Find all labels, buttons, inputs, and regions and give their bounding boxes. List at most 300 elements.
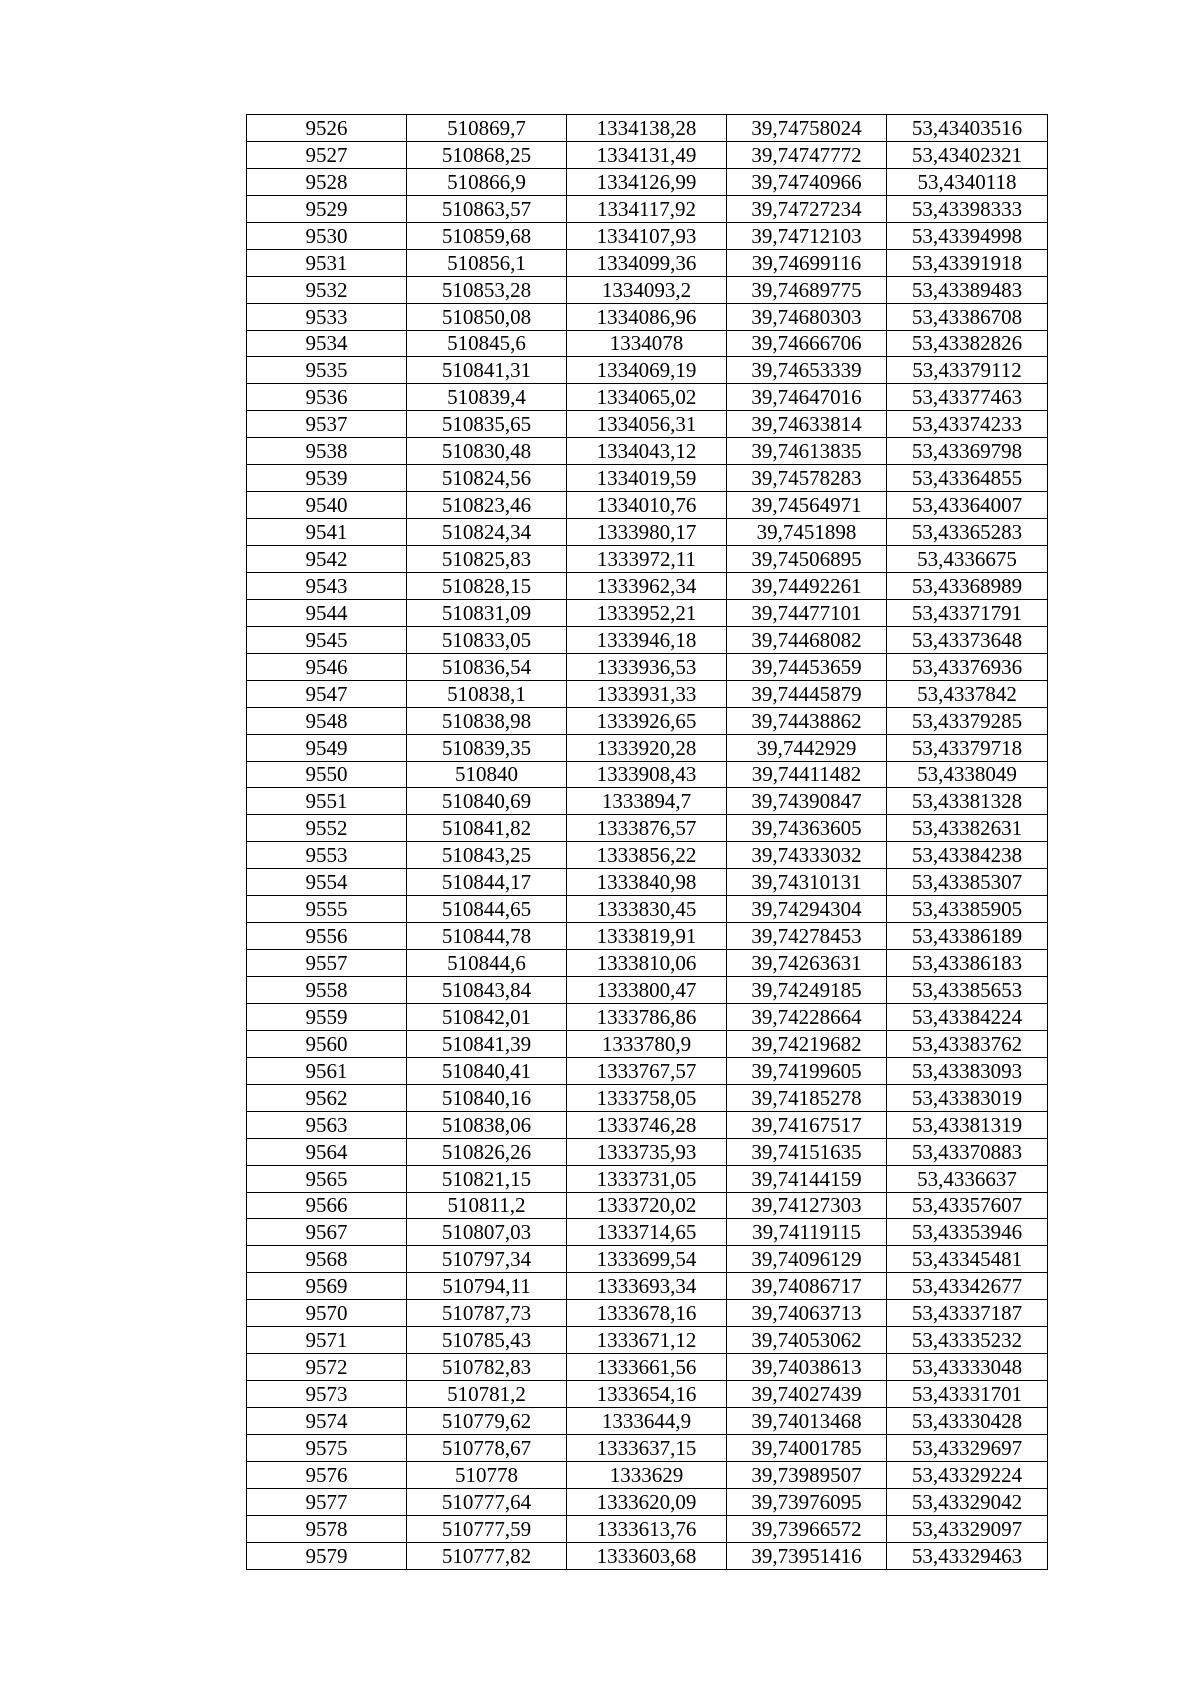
y-coordinate-cell: 1333699,54 xyxy=(567,1246,727,1273)
latitude-cell: 53,43329097 xyxy=(887,1515,1048,1542)
point-number-cell: 9551 xyxy=(247,788,407,815)
latitude-cell: 53,43383019 xyxy=(887,1084,1048,1111)
x-coordinate-cell: 510840,69 xyxy=(407,788,567,815)
table-row xyxy=(247,1057,1048,1084)
latitude-cell: 53,43386183 xyxy=(887,950,1048,977)
y-coordinate-cell: 1334107,93 xyxy=(567,222,727,249)
x-coordinate-cell: 510859,68 xyxy=(407,222,567,249)
longitude-cell: 39,74310131 xyxy=(727,869,887,896)
longitude-cell: 39,74506895 xyxy=(727,546,887,573)
y-coordinate-cell: 1334099,36 xyxy=(567,249,727,276)
y-coordinate-cell: 1333693,34 xyxy=(567,1273,727,1300)
latitude-cell: 53,43333048 xyxy=(887,1354,1048,1381)
latitude-cell: 53,43386189 xyxy=(887,923,1048,950)
y-coordinate-cell: 1333931,33 xyxy=(567,680,727,707)
x-coordinate-cell: 510844,17 xyxy=(407,869,567,896)
latitude-cell: 53,43373648 xyxy=(887,626,1048,653)
point-number-cell: 9556 xyxy=(247,923,407,950)
table-row xyxy=(247,1003,1048,1030)
latitude-cell: 53,43381328 xyxy=(887,788,1048,815)
latitude-cell: 53,4336675 xyxy=(887,546,1048,573)
latitude-cell: 53,43329042 xyxy=(887,1488,1048,1515)
table-row xyxy=(247,357,1048,384)
point-number-cell: 9547 xyxy=(247,680,407,707)
longitude-cell: 39,74263631 xyxy=(727,950,887,977)
table-row xyxy=(247,1300,1048,1327)
point-number-cell: 9563 xyxy=(247,1111,407,1138)
x-coordinate-cell: 510777,64 xyxy=(407,1488,567,1515)
point-number-cell: 9542 xyxy=(247,546,407,573)
latitude-cell: 53,43384238 xyxy=(887,842,1048,869)
point-number-cell: 9574 xyxy=(247,1408,407,1435)
latitude-cell: 53,43330428 xyxy=(887,1408,1048,1435)
x-coordinate-cell: 510843,84 xyxy=(407,977,567,1004)
point-number-cell: 9553 xyxy=(247,842,407,869)
point-number-cell: 9552 xyxy=(247,815,407,842)
longitude-cell: 39,7442929 xyxy=(727,734,887,761)
table-row xyxy=(247,168,1048,195)
longitude-cell: 39,73989507 xyxy=(727,1461,887,1488)
longitude-cell: 39,74747772 xyxy=(727,141,887,168)
point-number-cell: 9566 xyxy=(247,1192,407,1219)
y-coordinate-cell: 1333952,21 xyxy=(567,599,727,626)
y-coordinate-cell: 1333720,02 xyxy=(567,1192,727,1219)
y-coordinate-cell: 1334069,19 xyxy=(567,357,727,384)
x-coordinate-cell: 510778,67 xyxy=(407,1434,567,1461)
point-number-cell: 9544 xyxy=(247,599,407,626)
latitude-cell: 53,43383093 xyxy=(887,1057,1048,1084)
table-row xyxy=(247,1408,1048,1435)
table-row xyxy=(247,1354,1048,1381)
point-number-cell: 9570 xyxy=(247,1300,407,1327)
latitude-cell: 53,43371791 xyxy=(887,599,1048,626)
point-number-cell: 9541 xyxy=(247,519,407,546)
longitude-cell: 39,74086717 xyxy=(727,1273,887,1300)
latitude-cell: 53,43381319 xyxy=(887,1111,1048,1138)
longitude-cell: 39,74564971 xyxy=(727,492,887,519)
x-coordinate-cell: 510839,4 xyxy=(407,384,567,411)
y-coordinate-cell: 1333876,57 xyxy=(567,815,727,842)
point-number-cell: 9554 xyxy=(247,869,407,896)
longitude-cell: 39,74578283 xyxy=(727,465,887,492)
longitude-cell: 39,74144159 xyxy=(727,1165,887,1192)
coordinates-table-body xyxy=(247,115,1048,1570)
point-number-cell: 9534 xyxy=(247,330,407,357)
x-coordinate-cell: 510781,2 xyxy=(407,1381,567,1408)
y-coordinate-cell: 1333819,91 xyxy=(567,923,727,950)
x-coordinate-cell: 510807,03 xyxy=(407,1219,567,1246)
point-number-cell: 9562 xyxy=(247,1084,407,1111)
table-row xyxy=(247,1515,1048,1542)
point-number-cell: 9543 xyxy=(247,572,407,599)
x-coordinate-cell: 510779,62 xyxy=(407,1408,567,1435)
table-row xyxy=(247,734,1048,761)
point-number-cell: 9560 xyxy=(247,1030,407,1057)
point-number-cell: 9568 xyxy=(247,1246,407,1273)
y-coordinate-cell: 1333920,28 xyxy=(567,734,727,761)
table-row xyxy=(247,815,1048,842)
point-number-cell: 9529 xyxy=(247,195,407,222)
point-number-cell: 9537 xyxy=(247,411,407,438)
x-coordinate-cell: 510794,11 xyxy=(407,1273,567,1300)
point-number-cell: 9571 xyxy=(247,1327,407,1354)
x-coordinate-cell: 510835,65 xyxy=(407,411,567,438)
y-coordinate-cell: 1333629 xyxy=(567,1461,727,1488)
latitude-cell: 53,43377463 xyxy=(887,384,1048,411)
latitude-cell: 53,43403516 xyxy=(887,115,1048,142)
point-number-cell: 9561 xyxy=(247,1057,407,1084)
longitude-cell: 39,74453659 xyxy=(727,653,887,680)
latitude-cell: 53,43386708 xyxy=(887,303,1048,330)
longitude-cell: 39,74390847 xyxy=(727,788,887,815)
latitude-cell: 53,43329224 xyxy=(887,1461,1048,1488)
point-number-cell: 9569 xyxy=(247,1273,407,1300)
longitude-cell: 39,74333032 xyxy=(727,842,887,869)
x-coordinate-cell: 510828,15 xyxy=(407,572,567,599)
latitude-cell: 53,43374233 xyxy=(887,411,1048,438)
table-row xyxy=(247,1434,1048,1461)
longitude-cell: 39,74712103 xyxy=(727,222,887,249)
x-coordinate-cell: 510836,54 xyxy=(407,653,567,680)
longitude-cell: 39,73966572 xyxy=(727,1515,887,1542)
point-number-cell: 9559 xyxy=(247,1003,407,1030)
point-number-cell: 9540 xyxy=(247,492,407,519)
latitude-cell: 53,43379112 xyxy=(887,357,1048,384)
latitude-cell: 53,43364855 xyxy=(887,465,1048,492)
point-number-cell: 9546 xyxy=(247,653,407,680)
y-coordinate-cell: 1333731,05 xyxy=(567,1165,727,1192)
table-row xyxy=(247,788,1048,815)
x-coordinate-cell: 510868,25 xyxy=(407,141,567,168)
latitude-cell: 53,43398333 xyxy=(887,195,1048,222)
longitude-cell: 39,74013468 xyxy=(727,1408,887,1435)
x-coordinate-cell: 510778 xyxy=(407,1461,567,1488)
longitude-cell: 39,74492261 xyxy=(727,572,887,599)
latitude-cell: 53,43342677 xyxy=(887,1273,1048,1300)
point-number-cell: 9549 xyxy=(247,734,407,761)
longitude-cell: 39,74249185 xyxy=(727,977,887,1004)
latitude-cell: 53,43382631 xyxy=(887,815,1048,842)
table-row xyxy=(247,842,1048,869)
latitude-cell: 53,43331701 xyxy=(887,1381,1048,1408)
table-row xyxy=(247,869,1048,896)
point-number-cell: 9555 xyxy=(247,896,407,923)
x-coordinate-cell: 510845,6 xyxy=(407,330,567,357)
point-number-cell: 9550 xyxy=(247,761,407,788)
table-row xyxy=(247,1111,1048,1138)
longitude-cell: 39,73951416 xyxy=(727,1542,887,1569)
x-coordinate-cell: 510777,59 xyxy=(407,1515,567,1542)
table-row xyxy=(247,1030,1048,1057)
table-row xyxy=(247,761,1048,788)
longitude-cell: 39,74053062 xyxy=(727,1327,887,1354)
point-number-cell: 9548 xyxy=(247,707,407,734)
x-coordinate-cell: 510838,98 xyxy=(407,707,567,734)
x-coordinate-cell: 510839,35 xyxy=(407,734,567,761)
y-coordinate-cell: 1333972,11 xyxy=(567,546,727,573)
table-row xyxy=(247,411,1048,438)
point-number-cell: 9558 xyxy=(247,977,407,1004)
latitude-cell: 53,43345481 xyxy=(887,1246,1048,1273)
latitude-cell: 53,43335232 xyxy=(887,1327,1048,1354)
longitude-cell: 39,74680303 xyxy=(727,303,887,330)
latitude-cell: 53,43385653 xyxy=(887,977,1048,1004)
x-coordinate-cell: 510833,05 xyxy=(407,626,567,653)
latitude-cell: 53,43376936 xyxy=(887,653,1048,680)
point-number-cell: 9557 xyxy=(247,950,407,977)
x-coordinate-cell: 510866,9 xyxy=(407,168,567,195)
longitude-cell: 39,7451898 xyxy=(727,519,887,546)
latitude-cell: 53,43389483 xyxy=(887,276,1048,303)
table-row xyxy=(247,465,1048,492)
point-number-cell: 9573 xyxy=(247,1381,407,1408)
table-row xyxy=(247,680,1048,707)
table-row xyxy=(247,195,1048,222)
y-coordinate-cell: 1333962,34 xyxy=(567,572,727,599)
y-coordinate-cell: 1333714,65 xyxy=(567,1219,727,1246)
x-coordinate-cell: 510838,06 xyxy=(407,1111,567,1138)
point-number-cell: 9531 xyxy=(247,249,407,276)
table-row xyxy=(247,276,1048,303)
x-coordinate-cell: 510831,09 xyxy=(407,599,567,626)
longitude-cell: 39,74438862 xyxy=(727,707,887,734)
y-coordinate-cell: 1334065,02 xyxy=(567,384,727,411)
table-row xyxy=(247,519,1048,546)
y-coordinate-cell: 1333840,98 xyxy=(567,869,727,896)
table-row xyxy=(247,115,1048,142)
x-coordinate-cell: 510863,57 xyxy=(407,195,567,222)
y-coordinate-cell: 1333856,22 xyxy=(567,842,727,869)
latitude-cell: 53,43364007 xyxy=(887,492,1048,519)
y-coordinate-cell: 1333735,93 xyxy=(567,1138,727,1165)
y-coordinate-cell: 1333908,43 xyxy=(567,761,727,788)
latitude-cell: 53,43379285 xyxy=(887,707,1048,734)
x-coordinate-cell: 510840 xyxy=(407,761,567,788)
y-coordinate-cell: 1333800,47 xyxy=(567,977,727,1004)
point-number-cell: 9579 xyxy=(247,1542,407,1569)
x-coordinate-cell: 510850,08 xyxy=(407,303,567,330)
table-row xyxy=(247,977,1048,1004)
y-coordinate-cell: 1333810,06 xyxy=(567,950,727,977)
latitude-cell: 53,43383762 xyxy=(887,1030,1048,1057)
latitude-cell: 53,4338049 xyxy=(887,761,1048,788)
longitude-cell: 39,74445879 xyxy=(727,680,887,707)
coordinates-table xyxy=(246,114,1048,1570)
latitude-cell: 53,4336637 xyxy=(887,1165,1048,1192)
point-number-cell: 9575 xyxy=(247,1434,407,1461)
point-number-cell: 9577 xyxy=(247,1488,407,1515)
x-coordinate-cell: 510840,16 xyxy=(407,1084,567,1111)
table-row xyxy=(247,492,1048,519)
longitude-cell: 39,74666706 xyxy=(727,330,887,357)
y-coordinate-cell: 1333758,05 xyxy=(567,1084,727,1111)
longitude-cell: 39,73976095 xyxy=(727,1488,887,1515)
y-coordinate-cell: 1334043,12 xyxy=(567,438,727,465)
y-coordinate-cell: 1334117,92 xyxy=(567,195,727,222)
latitude-cell: 53,43391918 xyxy=(887,249,1048,276)
table-row xyxy=(247,1273,1048,1300)
longitude-cell: 39,74151635 xyxy=(727,1138,887,1165)
latitude-cell: 53,43394998 xyxy=(887,222,1048,249)
y-coordinate-cell: 1333746,28 xyxy=(567,1111,727,1138)
x-coordinate-cell: 510844,65 xyxy=(407,896,567,923)
longitude-cell: 39,74468082 xyxy=(727,626,887,653)
table-row xyxy=(247,1084,1048,1111)
latitude-cell: 53,43379718 xyxy=(887,734,1048,761)
point-number-cell: 9578 xyxy=(247,1515,407,1542)
point-number-cell: 9533 xyxy=(247,303,407,330)
y-coordinate-cell: 1333671,12 xyxy=(567,1327,727,1354)
table-row xyxy=(247,1542,1048,1569)
x-coordinate-cell: 510785,43 xyxy=(407,1327,567,1354)
longitude-cell: 39,74219682 xyxy=(727,1030,887,1057)
longitude-cell: 39,74167517 xyxy=(727,1111,887,1138)
latitude-cell: 53,43385905 xyxy=(887,896,1048,923)
y-coordinate-cell: 1334131,49 xyxy=(567,141,727,168)
x-coordinate-cell: 510826,26 xyxy=(407,1138,567,1165)
point-number-cell: 9526 xyxy=(247,115,407,142)
latitude-cell: 53,4337842 xyxy=(887,680,1048,707)
latitude-cell: 53,43368989 xyxy=(887,572,1048,599)
point-number-cell: 9565 xyxy=(247,1165,407,1192)
longitude-cell: 39,74363605 xyxy=(727,815,887,842)
point-number-cell: 9527 xyxy=(247,141,407,168)
x-coordinate-cell: 510824,56 xyxy=(407,465,567,492)
point-number-cell: 9564 xyxy=(247,1138,407,1165)
table-row xyxy=(247,384,1048,411)
x-coordinate-cell: 510840,41 xyxy=(407,1057,567,1084)
latitude-cell: 53,43402321 xyxy=(887,141,1048,168)
latitude-cell: 53,43365283 xyxy=(887,519,1048,546)
x-coordinate-cell: 510856,1 xyxy=(407,249,567,276)
longitude-cell: 39,74653339 xyxy=(727,357,887,384)
longitude-cell: 39,74740966 xyxy=(727,168,887,195)
latitude-cell: 53,43329697 xyxy=(887,1434,1048,1461)
latitude-cell: 53,43337187 xyxy=(887,1300,1048,1327)
y-coordinate-cell: 1333613,76 xyxy=(567,1515,727,1542)
y-coordinate-cell: 1334019,59 xyxy=(567,465,727,492)
table-row xyxy=(247,1488,1048,1515)
longitude-cell: 39,74127303 xyxy=(727,1192,887,1219)
y-coordinate-cell: 1333980,17 xyxy=(567,519,727,546)
table-row xyxy=(247,1381,1048,1408)
latitude-cell: 53,43370883 xyxy=(887,1138,1048,1165)
y-coordinate-cell: 1333926,65 xyxy=(567,707,727,734)
x-coordinate-cell: 510841,39 xyxy=(407,1030,567,1057)
latitude-cell: 53,43369798 xyxy=(887,438,1048,465)
x-coordinate-cell: 510797,34 xyxy=(407,1246,567,1273)
table-row xyxy=(247,438,1048,465)
point-number-cell: 9538 xyxy=(247,438,407,465)
point-number-cell: 9530 xyxy=(247,222,407,249)
y-coordinate-cell: 1334086,96 xyxy=(567,303,727,330)
y-coordinate-cell: 1333637,15 xyxy=(567,1434,727,1461)
x-coordinate-cell: 510777,82 xyxy=(407,1542,567,1569)
x-coordinate-cell: 510782,83 xyxy=(407,1354,567,1381)
x-coordinate-cell: 510841,82 xyxy=(407,815,567,842)
point-number-cell: 9567 xyxy=(247,1219,407,1246)
latitude-cell: 53,43385307 xyxy=(887,869,1048,896)
table-row xyxy=(247,626,1048,653)
longitude-cell: 39,74001785 xyxy=(727,1434,887,1461)
longitude-cell: 39,74633814 xyxy=(727,411,887,438)
longitude-cell: 39,74199605 xyxy=(727,1057,887,1084)
x-coordinate-cell: 510841,31 xyxy=(407,357,567,384)
point-number-cell: 9539 xyxy=(247,465,407,492)
longitude-cell: 39,74027439 xyxy=(727,1381,887,1408)
table-row xyxy=(247,303,1048,330)
y-coordinate-cell: 1333946,18 xyxy=(567,626,727,653)
point-number-cell: 9532 xyxy=(247,276,407,303)
longitude-cell: 39,74727234 xyxy=(727,195,887,222)
longitude-cell: 39,74038613 xyxy=(727,1354,887,1381)
longitude-cell: 39,74699116 xyxy=(727,249,887,276)
x-coordinate-cell: 510823,46 xyxy=(407,492,567,519)
x-coordinate-cell: 510830,48 xyxy=(407,438,567,465)
longitude-cell: 39,74063713 xyxy=(727,1300,887,1327)
point-number-cell: 9572 xyxy=(247,1354,407,1381)
table-row xyxy=(247,1246,1048,1273)
table-row xyxy=(247,653,1048,680)
y-coordinate-cell: 1333644,9 xyxy=(567,1408,727,1435)
x-coordinate-cell: 510844,6 xyxy=(407,950,567,977)
table-row xyxy=(247,896,1048,923)
longitude-cell: 39,74647016 xyxy=(727,384,887,411)
point-number-cell: 9545 xyxy=(247,626,407,653)
table-row xyxy=(247,1165,1048,1192)
y-coordinate-cell: 1333786,86 xyxy=(567,1003,727,1030)
table-row xyxy=(247,599,1048,626)
y-coordinate-cell: 1333654,16 xyxy=(567,1381,727,1408)
table-row xyxy=(247,546,1048,573)
table-row xyxy=(247,222,1048,249)
table-row xyxy=(247,923,1048,950)
table-row xyxy=(247,330,1048,357)
x-coordinate-cell: 510821,15 xyxy=(407,1165,567,1192)
table-row xyxy=(247,1138,1048,1165)
table-row xyxy=(247,1327,1048,1354)
point-number-cell: 9536 xyxy=(247,384,407,411)
x-coordinate-cell: 510838,1 xyxy=(407,680,567,707)
longitude-cell: 39,74689775 xyxy=(727,276,887,303)
y-coordinate-cell: 1334056,31 xyxy=(567,411,727,438)
longitude-cell: 39,74096129 xyxy=(727,1246,887,1273)
table-row xyxy=(247,707,1048,734)
table-row xyxy=(247,1461,1048,1488)
y-coordinate-cell: 1333767,57 xyxy=(567,1057,727,1084)
table-row xyxy=(247,249,1048,276)
longitude-cell: 39,74228664 xyxy=(727,1003,887,1030)
y-coordinate-cell: 1333830,45 xyxy=(567,896,727,923)
x-coordinate-cell: 510824,34 xyxy=(407,519,567,546)
x-coordinate-cell: 510844,78 xyxy=(407,923,567,950)
table-row xyxy=(247,1219,1048,1246)
table-row xyxy=(247,141,1048,168)
point-number-cell: 9528 xyxy=(247,168,407,195)
y-coordinate-cell: 1333894,7 xyxy=(567,788,727,815)
latitude-cell: 53,43353946 xyxy=(887,1219,1048,1246)
y-coordinate-cell: 1333661,56 xyxy=(567,1354,727,1381)
table-row xyxy=(247,572,1048,599)
longitude-cell: 39,74758024 xyxy=(727,115,887,142)
x-coordinate-cell: 510825,83 xyxy=(407,546,567,573)
x-coordinate-cell: 510853,28 xyxy=(407,276,567,303)
y-coordinate-cell: 1334093,2 xyxy=(567,276,727,303)
table-row xyxy=(247,950,1048,977)
x-coordinate-cell: 510842,01 xyxy=(407,1003,567,1030)
x-coordinate-cell: 510787,73 xyxy=(407,1300,567,1327)
longitude-cell: 39,74185278 xyxy=(727,1084,887,1111)
